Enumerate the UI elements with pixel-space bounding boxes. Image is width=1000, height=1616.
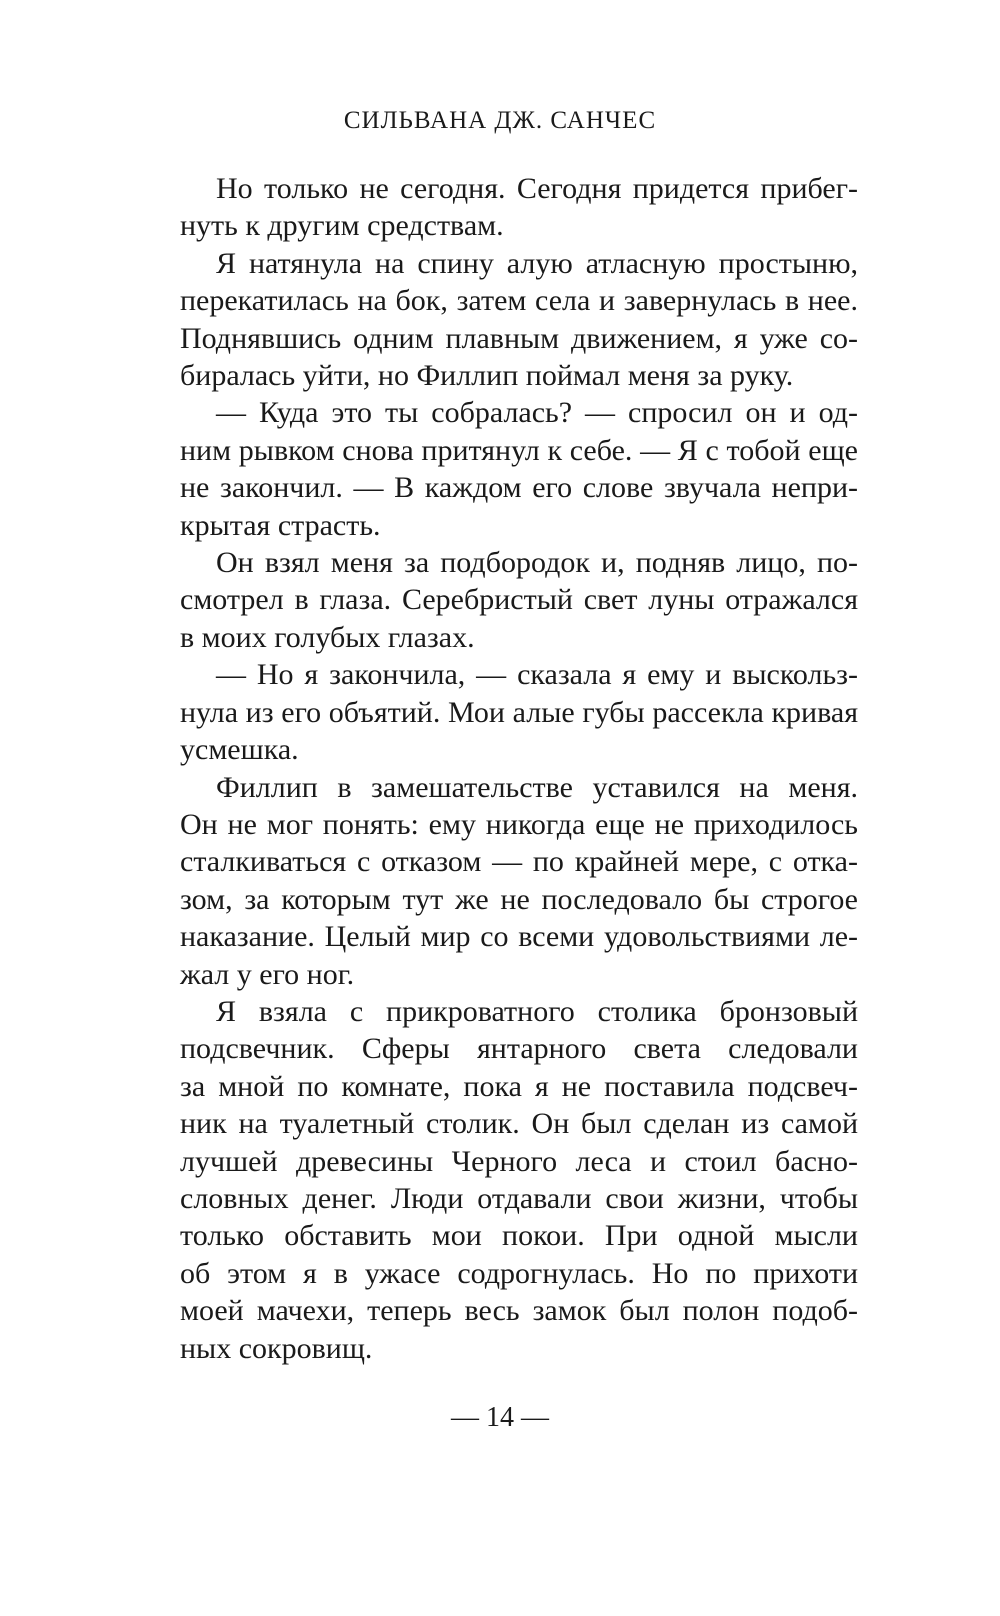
- text-line: сталкиваться с отказом — по крайней мере, с отка-: [180, 845, 858, 879]
- text-line: — Куда это ты собралась? — спросил он и од-: [216, 396, 858, 430]
- text-line: смотрел в глаза. Серебристый свет луны отражался: [180, 583, 858, 617]
- page-number: — 14 —: [451, 1402, 549, 1433]
- text-line: только обставить мои покои. При одной мысли: [180, 1219, 858, 1253]
- text-line: Он не мог понять: ему никогда еще не приходилось: [180, 807, 858, 841]
- text-line: Он взял меня за подбородок и, подняв лицо, по-: [216, 546, 858, 580]
- text-line: жал у его ног.: [180, 957, 355, 991]
- text-line: Но только не сегодня. Сегодня придется прибег-: [216, 172, 858, 205]
- text-lines: [180, 170, 858, 1367]
- text-line: ных сокровищ.: [180, 1331, 373, 1365]
- text-line: нула из его объятий. Мои алые губы рассекла кривая: [180, 695, 858, 729]
- body-text: [180, 170, 858, 1367]
- text-line: усмешка.: [180, 733, 299, 767]
- text-line: не закончил. — В каждом его слове звучала непри-: [180, 471, 858, 505]
- text-line: Филлип в замешательстве уставился на меня.: [216, 770, 858, 804]
- text-line: моей мачехи, теперь весь замок был полон подоб-: [180, 1294, 858, 1328]
- text-line: ник на туалетный столик. Он был сделан из самой: [180, 1107, 858, 1141]
- text-line: крытая страсть.: [180, 508, 381, 542]
- text-line: Поднявшись одним плавным движением, я уже со-: [180, 321, 858, 355]
- text-line: зом, за которым тут же не последовало бы строгое: [180, 882, 858, 916]
- text-line: ним рывком снова притянул к себе. — Я с тобой еще: [180, 433, 858, 467]
- text-line: за мной по комнате, пока я не поставила подсвеч-: [180, 1069, 858, 1103]
- text-line: об этом я в ужасе содрогнулась. Но по прихоти: [180, 1256, 858, 1290]
- text-line: Я натянула на спину алую атласную простыню,: [216, 246, 858, 280]
- text-line: перекатилась на бок, затем села и завернулась в нее.: [180, 284, 858, 318]
- text-line: словных денег. Люди отдавали свои жизни, чтобы: [180, 1181, 858, 1215]
- text-line: биралась уйти, но Филлип поймал меня за руку.: [180, 359, 794, 393]
- text-line: Я взяла с прикроватного столика бронзовый: [216, 994, 858, 1028]
- running-header: СИЛЬВАНА ДЖ. САНЧЕС: [343, 107, 657, 134]
- text-line: в моих голубых глазах.: [180, 620, 475, 654]
- text-line: подсвечник. Сферы янтарного света следовали: [180, 1032, 858, 1066]
- text-line: лучшей древесины Черного леса и стоил басно-: [180, 1144, 858, 1178]
- text-line: наказание. Целый мир со всеми удовольствиями ле-: [180, 920, 858, 954]
- text-line: — Но я закончила, — сказала я ему и выскольз-: [216, 658, 858, 692]
- text-line: нуть к другим средствам.: [180, 209, 504, 243]
